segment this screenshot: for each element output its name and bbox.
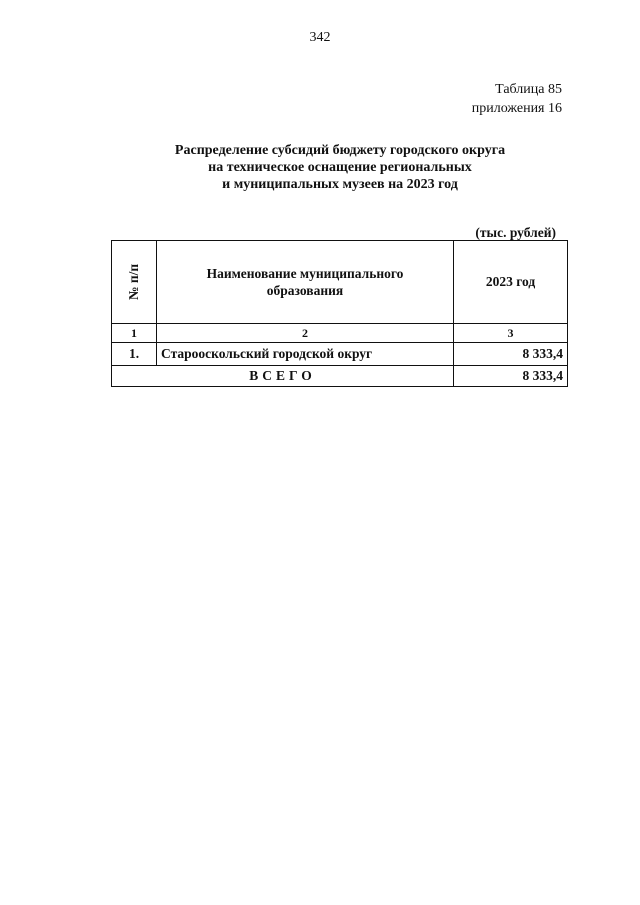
total-value: 8 333,4 xyxy=(454,366,568,387)
table-reference xyxy=(472,80,562,118)
column-index-row xyxy=(112,324,568,343)
row-number: 1. xyxy=(112,343,157,366)
subsidy-table xyxy=(111,240,568,387)
column-index-2: 2 xyxy=(157,324,454,343)
total-label: ВСЕГО xyxy=(112,366,454,387)
title-line-3: и муниципальных музеев на 2023 год xyxy=(222,177,458,192)
total-row xyxy=(112,366,568,387)
header-name-label: Наименование муниципального образования xyxy=(206,266,404,298)
document-title xyxy=(0,142,640,193)
header-number-label: № п/п xyxy=(126,263,141,301)
table-number: Таблица 85 xyxy=(495,82,562,97)
column-index-1: 1 xyxy=(112,324,157,343)
units-label: (тыс. рублей) xyxy=(475,225,556,240)
header-year: 2023 год xyxy=(454,241,568,324)
column-index-3: 3 xyxy=(454,324,568,343)
appendix-number: приложения 16 xyxy=(471,101,562,116)
title-line-1: Распределение субсидий бюджету городского округа xyxy=(174,143,506,158)
header-name xyxy=(157,241,454,324)
title-line-2: на техническое оснащение региональных xyxy=(208,160,472,175)
row-value: 8 333,4 xyxy=(454,343,568,366)
row-municipality: Старооскольский городской округ xyxy=(157,343,454,366)
table-row xyxy=(112,343,568,366)
header-number xyxy=(112,241,157,324)
page-number: 342 xyxy=(309,30,331,45)
table-header-row xyxy=(112,241,568,324)
